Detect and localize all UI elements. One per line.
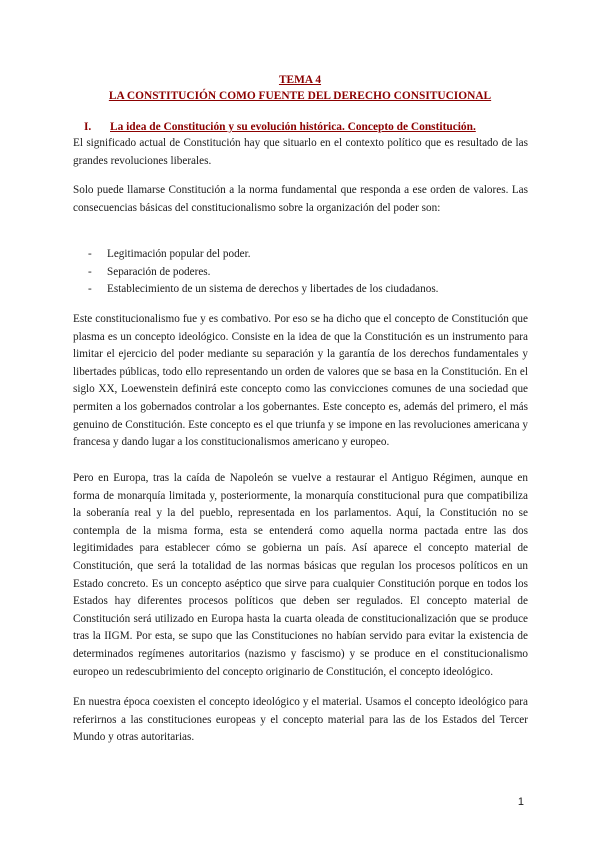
page-number: 1 xyxy=(517,796,524,808)
list-item: - Legitimación popular del poder. xyxy=(88,248,251,260)
consequences-list xyxy=(88,246,438,299)
list-item: - Establecimiento de un sistema de derechos y libertades de los ciudadanos. xyxy=(88,283,439,296)
document-title: LA CONSTITUCIÓN COMO FUENTE DEL DERECHO CONSITUCIONAL xyxy=(108,90,492,102)
paragraph-3: Este constitucionalismo fue y es combativo. Por eso se ha dicho que el concepto de Constitución que plasma es un concepto ideológico. Consiste en la idea de que la Constitución es un instrumento para limitar el ejercicio del poder mediante su separación y la garantía de los derechos fundamentales y libertades públicas, todo ello representando un orden de valores que se basa en la Constitución. En el siglo XX, Loewenstein definirá este concepto como las convicciones comunes de una sociedad que permiten a los gobernados controlar a los gobernantes. Este concepto es, además del primero, el más genuino de Constitución. Este concepto es el que triunfa y se impone en las revoluciones americana y francesa y dando lugar a los constitucionalismos americano y europeo. xyxy=(73,313,528,449)
paragraph-1: El significado actual de Constitución hay que situarlo en el contexto político que es resultado de las grandes revoluciones liberales. xyxy=(73,137,528,167)
section-heading xyxy=(84,120,476,134)
document-title-topic: TEMA 4 xyxy=(278,74,322,86)
section-number: I. xyxy=(84,121,92,133)
paragraph-4: Pero en Europa, tras la caída de Napoleón se vuelve a restaurar el Antiguo Régimen, aunque en forma de monarquía limitada y, posteriormente, la monarquía constitucional pura que compatibiliza la soberanía real y la del pueblo, representada en los parlamentos. Aquí, la Constitución no se contempla de la misma forma, esta se entenderá como aquella norma pactada entre las dos legitimidades para establecer cómo se gobierna un país. Así aparece el concepto material de Constitución, que será la totalidad de las normas básicas que regulan los procesos políticos en un Estado concreto. Es un concepto aséptico que sirve para cualquier Constitución porque en todos los Estados hay diferentes procesos políticos que deben ser regulados. El concepto material de Constitución será utilizado en Europa hasta la cuarta oleada de constitucionalización que se produce tras la IIGM. Por esta, se supo que las Constituciones no habían servido para evitar la existencia de determinados regímenes autoritarios (nazismo y fascismo) y se produce en el constitucionalismo europeo un redescubrimiento del concepto originario de Constitución, el concepto ideológico. xyxy=(73,472,528,678)
list-item: - Separación de poderes. xyxy=(88,265,211,278)
paragraph-2: Solo puede llamarse Constitución a la norma fundamental que responda a ese orden de valores. Las consecuencias básicas del constitucionalismo sobre la organización del poder son: xyxy=(73,184,528,214)
paragraph-5: En nuestra época coexisten el concepto ideológico y el material. Usamos el concepto ideológico para referirnos a las constituciones europeas y el concepto material para las de los Estados del Tercer Mundo y otras autoritarias. xyxy=(73,696,528,744)
section-title: La idea de Constitución y su evolución histórica. Concepto de Constitución. xyxy=(110,121,476,133)
